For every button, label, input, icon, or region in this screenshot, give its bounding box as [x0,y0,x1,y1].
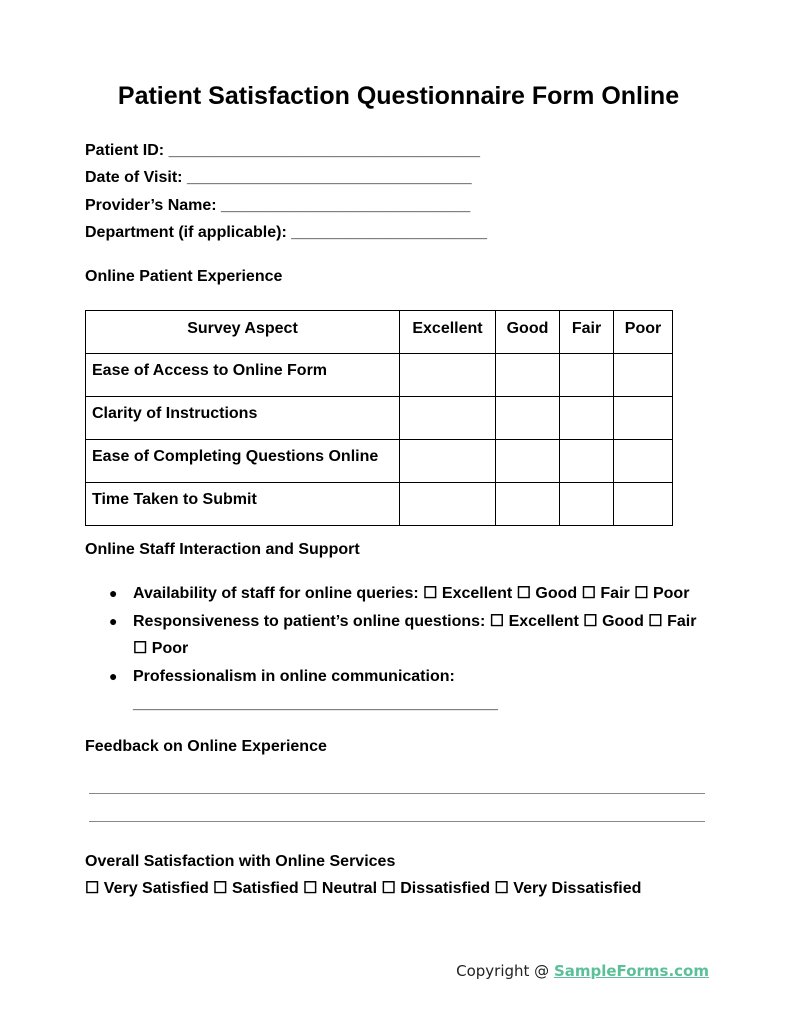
department-field[interactable]: Department (if applicable): ______________________ [85,224,488,241]
header-survey-aspect: Survey Aspect [86,311,400,354]
patient-id-field[interactable]: Patient ID: ___________________________________ [85,142,481,159]
rating-cell-poor[interactable] [614,354,673,397]
online-experience-heading: Online Patient Experience [85,268,283,285]
row-label: Time Taken to Submit [86,483,400,526]
rating-cell-excellent[interactable] [400,397,496,440]
rating-cell-good[interactable] [496,354,560,397]
rating-cell-poor[interactable] [614,483,673,526]
table-header-row [86,311,673,354]
row-label: Ease of Completing Questions Online [86,440,400,483]
table-row [86,483,673,526]
survey-table [85,310,673,526]
row-label: Clarity of Instructions [86,397,400,440]
feedback-line-1[interactable] [89,793,705,794]
rating-cell-fair[interactable] [560,354,614,397]
copyright-prefix: Copyright @ [456,962,554,980]
professionalism-question: Professionalism in online communication: [133,667,455,685]
bullet-icon: ● [109,585,118,601]
row-label: Ease of Access to Online Form [86,354,400,397]
header-good: Good [496,311,560,354]
list-item [85,580,705,608]
list-item [85,663,705,718]
rating-cell-fair[interactable] [560,397,614,440]
rating-cell-good[interactable] [496,440,560,483]
responsiveness-question[interactable]: Responsiveness to patient’s online questions: ☐ Excellent ☐ Good ☐ Fair ☐ Poor [133,612,697,657]
bullet-icon: ● [109,612,118,629]
feedback-heading: Feedback on Online Experience [85,738,327,755]
header-excellent: Excellent [400,311,496,354]
rating-cell-excellent[interactable] [400,440,496,483]
rating-cell-poor[interactable] [614,440,673,483]
date-of-visit-field[interactable]: Date of Visit: ________________________________ [85,169,472,186]
table-row [86,440,673,483]
rating-cell-good[interactable] [496,397,560,440]
staff-interaction-list [85,580,705,718]
feedback-line-2[interactable] [89,821,705,822]
page-title: Patient Satisfaction Questionnaire Form Online [117,82,680,110]
table-row [86,397,673,440]
bullet-icon: ● [109,667,118,684]
rating-cell-poor[interactable] [614,397,673,440]
header-poor: Poor [614,311,673,354]
overall-satisfaction-heading: Overall Satisfaction with Online Services [85,853,396,870]
table-row [86,354,673,397]
overall-satisfaction-options[interactable]: ☐ Very Satisfied ☐ Satisfied ☐ Neutral ☐ Dissatisfied ☐ Very Dissatisfied [85,880,642,897]
copyright-notice [456,962,709,980]
header-fair: Fair [560,311,614,354]
availability-question[interactable]: Availability of staff for online queries: ☐ Excellent ☐ Good ☐ Fair ☐ Poor [133,585,690,602]
rating-cell-excellent[interactable] [400,354,496,397]
professionalism-answer-line[interactable]: _________________________________________ [133,695,498,712]
list-item [85,608,705,663]
provider-name-field[interactable]: Provider’s Name: ____________________________ [85,197,471,214]
rating-cell-good[interactable] [496,483,560,526]
rating-cell-fair[interactable] [560,440,614,483]
rating-cell-excellent[interactable] [400,483,496,526]
sampleforms-link[interactable]: SampleForms.com [553,962,709,980]
rating-cell-fair[interactable] [560,483,614,526]
staff-interaction-heading: Online Staff Interaction and Support [85,541,360,558]
